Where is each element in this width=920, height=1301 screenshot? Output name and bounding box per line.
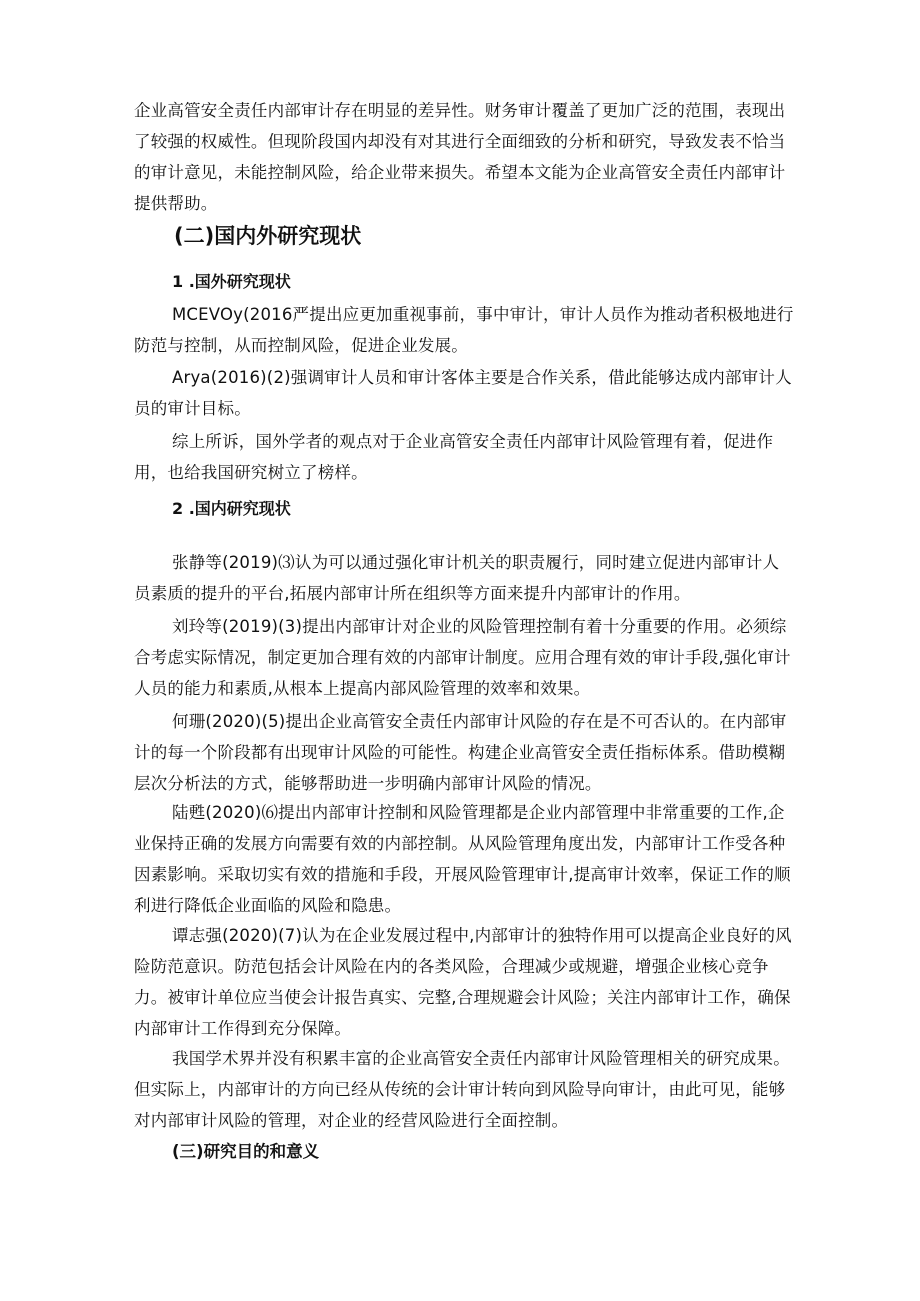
domestic-paragraph-zhang: 张静等(2019)⑶认为可以通过强化审计机关的职责履行，同时建立促进内部审计人员素质的提升的平台,拓展内部审计所在组织等方面来提升内部审计的作用。: [134, 553, 780, 603]
foreign-paragraph-mcevoy: MCEVOy(2016严提出应更加重视事前，事中审计，审计人员作为推动者积极地进行防范与控制，从而控制风险，促进企业发展。: [134, 305, 794, 355]
domestic-paragraph-summary: 我国学术界并没有积累丰富的企业高管安全责任内部审计风险管理相关的研究成果。但实际上，内部审计的方向已经从传统的会计审计转向到风险导向审计，由此可见，能够对内部审计风险的管理，对企业的经营风险进行全面控制。: [134, 1049, 790, 1130]
section-two-heading: (二)国内外研究现状: [174, 224, 362, 248]
section-three-heading: (三)研究目的和意义: [172, 1142, 320, 1161]
foreign-research-heading: 1 .国外研究现状: [172, 272, 291, 291]
foreign-paragraph-arya: Arya(2016)(2)强调审计人员和审计客体主要是合作关系，借此能够达成内部审计人员的审计目标。: [134, 368, 792, 418]
domestic-paragraph-he: 何珊(2020)(5)提出企业高管安全责任内部审计风险的存在是不可否认的。在内部审计的每一个阶段都有出现审计风险的可能性。构建企业高管安全责任指标体系。借助模糊层次分析法的方式，能够帮助进一步明确内部审计风险的情况。: [134, 712, 787, 793]
domestic-paragraph-lu: 陆甦(2020)⑹提出内部审计控制和风险管理都是企业内部管理中非常重要的工作,企业保持正确的发展方向需要有效的内部控制。从风险管理角度出发，内部审计工作受各种因素影响。采取切实有效的措施和手段，开展风险管理审计,提高审计效率，保证工作的顺利进行降低企业面临的风险和隐患。: [134, 803, 791, 915]
intro-paragraph: 企业高管安全责任内部审计存在明显的差异性。财务审计覆盖了更加广泛的范围，表现出了较强的权威性。但现阶段国内却没有对其进行全面细致的分析和研究，导致发表不恰当的审计意见，未能控制风险，给企业带来损失。希望本文能为企业高管安全责任内部审计提供帮助。: [134, 101, 786, 213]
domestic-research-heading: 2 .国内研究现状: [172, 499, 291, 518]
domestic-paragraph-tan: 谭志强(2020)(7)认为在企业发展过程中,内部审计的独特作用可以提高企业良好的风险防范意识。防范包括会计风险在内的各类风险，合理减少或规避，增强企业核心竞争力。被审计单位应当使会计报告真实、完整,合理规避会计风险；关注内部审计工作，确保内部审计工作得到充分保障。: [134, 926, 792, 1038]
domestic-paragraph-liu: 刘玲等(2019)(3)提出内部审计对企业的风险管理控制有着十分重要的作用。必须综合考虑实际情况，制定更加合理有效的内部审计制度。应用合理有效的审计手段,强化审计人员的能力和素质,从根本上提高内部风险管理的效率和效果。: [134, 617, 791, 698]
foreign-paragraph-summary: 综上所诉，国外学者的观点对于企业高管安全责任内部审计风险管理有着，促进作用，也给我国研究树立了榜样。: [134, 432, 774, 482]
